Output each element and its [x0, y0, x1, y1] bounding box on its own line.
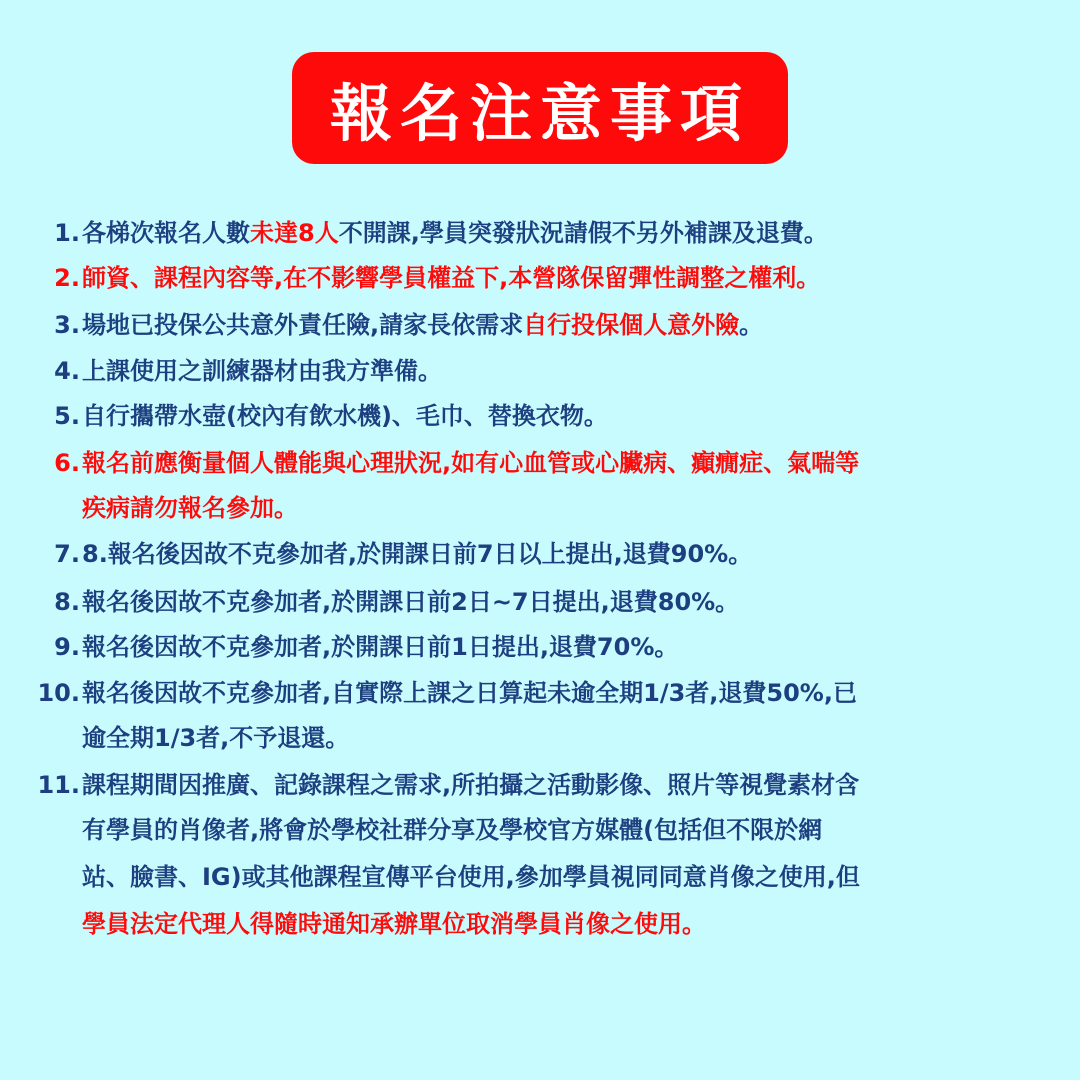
item-number: 6.	[54, 449, 80, 477]
highlight-text: 自行投保個人意外險	[523, 311, 740, 339]
item-line: 課程期間因推廣、記錄課程之需求,所拍攝之活動影像、照片等視覺素材含	[82, 771, 860, 799]
item-line: 逾全期1/3者,不予退還。	[82, 724, 350, 752]
item-line: 報名後因故不克參加者,自實際上課之日算起未逾全期1/3者,退費50%,已	[82, 679, 857, 707]
item-line: 站、臉書、IG)或其他課程宣傳平台使用,參加學員視同同意肖像之使用,但	[82, 863, 860, 891]
item-number: 8.	[54, 588, 80, 616]
item-line: 報名前應衡量個人體能與心理狀況,如有心血管或心臟病、癲癇症、氣喘等	[82, 449, 860, 477]
item-number: 2.	[54, 264, 80, 292]
item-line: 8.報名後因故不克參加者,於開課日前7日以上提出,退費90%。	[82, 540, 753, 568]
item-line: 師資、課程內容等,在不影響學員權益下,本營隊保留彈性調整之權利。	[82, 264, 821, 292]
item-line: 疾病請勿報名參加。	[82, 494, 298, 522]
item-line: 報名後因故不克參加者,於開課日前2日~7日提出,退費80%。	[82, 588, 740, 616]
item-line: 報名後因故不克參加者,於開課日前1日提出,退費70%。	[82, 633, 679, 661]
item-number: 3.	[54, 311, 80, 339]
item-line: 場地已投保公共意外責任險,請家長依需求自行投保個人意外險。	[82, 311, 764, 339]
title-banner	[292, 52, 788, 164]
page-title: 報名注意事項	[329, 76, 750, 150]
item-line: 上課使用之訓練器材由我方準備。	[82, 357, 442, 385]
item-line: 自行攜帶水壺(校內有飲水機)、毛巾、替換衣物。	[82, 402, 608, 430]
item-line: 有學員的肖像者,將會於學校社群分享及學校官方媒體(包括但不限於網	[82, 816, 823, 844]
item-line: 各梯次報名人數未達8人不開課,學員突發狀況請假不另外補課及退費。	[82, 219, 828, 247]
item-line	[82, 901, 706, 947]
item-number: 7.	[54, 540, 80, 568]
item-number: 5.	[54, 402, 80, 430]
highlight-text: 未達8人	[250, 219, 339, 247]
highlight-text: 學員法定代理人得隨時通知承辦單位取消學員肖像之使用。	[82, 910, 706, 938]
item-number: 11.	[37, 771, 80, 799]
item-number: 1.	[54, 219, 80, 247]
item-number: 10.	[37, 679, 80, 707]
item-number: 9.	[54, 633, 80, 661]
item-number: 4.	[54, 357, 80, 385]
